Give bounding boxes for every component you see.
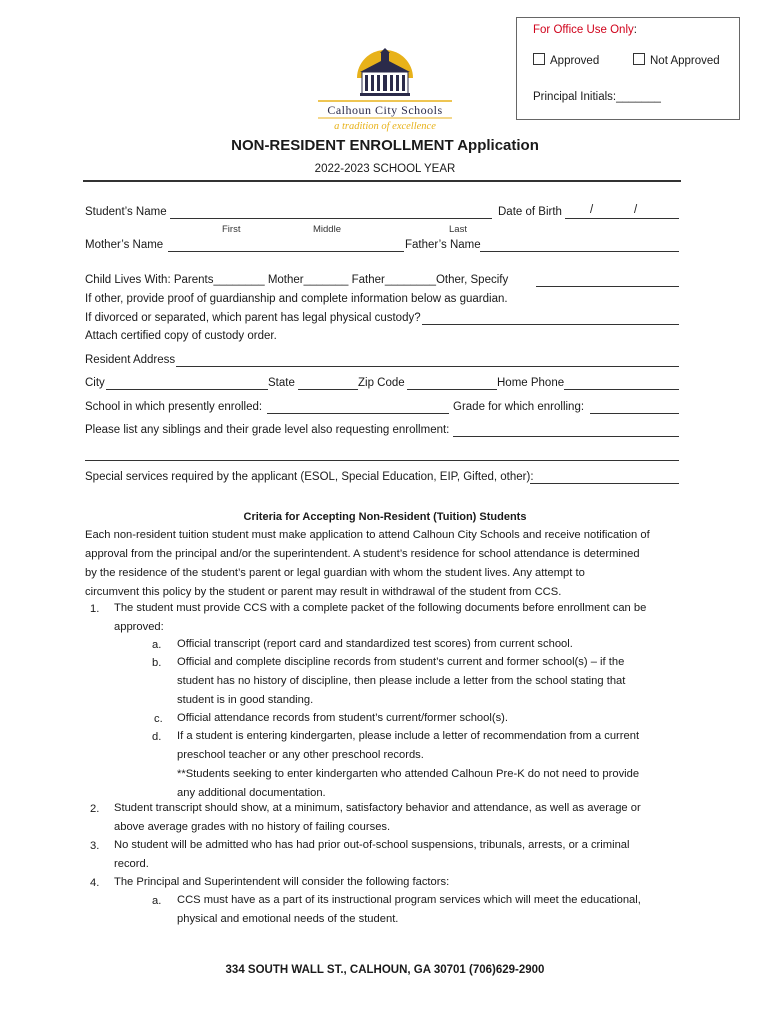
- dob-label: Date of Birth: [498, 206, 562, 218]
- dob-field[interactable]: [565, 218, 679, 219]
- custody-attach-note: Attach certified copy of custody order.: [85, 330, 277, 342]
- criteria-item-1c: Official attendance records from student’s current/former school(s).: [177, 712, 508, 724]
- title-divider: [83, 180, 681, 182]
- text-line: CCS must have as a part of its instructional program services which will meet the educational,: [177, 894, 641, 906]
- grade-field[interactable]: [590, 413, 679, 414]
- criteria-item-2: [114, 799, 641, 837]
- special-services-field[interactable]: [530, 483, 679, 484]
- approved-checkbox[interactable]: [533, 53, 599, 67]
- child-lives-with: Child Lives With: Parents________ Mother_______ Father________Other, Specify: [85, 274, 509, 286]
- list-number: 2.: [90, 803, 100, 815]
- zip-label: Zip Code: [358, 377, 405, 389]
- principal-initials-field[interactable]: Principal Initials:_______: [533, 91, 661, 103]
- criteria-item-4a: [177, 891, 641, 929]
- custody-question: If divorced or separated, which parent has legal physical custody?: [85, 312, 421, 324]
- text-line: Student transcript should show, at a minimum, satisfactory behavior and attendance, as well as average or: [114, 802, 641, 814]
- criteria-intro: [85, 526, 650, 602]
- form-title: NON-RESIDENT ENROLLMENT Application: [231, 137, 539, 154]
- resident-address-label: Resident Address: [85, 354, 176, 366]
- state-field[interactable]: [298, 389, 358, 390]
- criteria-item-3: [114, 836, 630, 874]
- not-approved-label: Not Approved: [650, 55, 720, 67]
- special-services-label: Special services required by the applicant (ESOL, Special Education, EIP, Gifted, other):: [85, 471, 534, 483]
- text-line: Each non-resident tuition student must make application to attend Calhoun City Schools and receive notification of: [85, 529, 650, 541]
- text-line: circumvent this policy by the student or parent may result in withdrawal of the student from CCS.: [85, 586, 562, 598]
- criteria-item-4: The Principal and Superintendent will consider the following factors:: [114, 876, 450, 888]
- text-line: student has no history of discipline, then please include a letter from the school stating that: [177, 675, 626, 687]
- guardianship-note: If other, provide proof of guardianship and complete information below as guardian.: [85, 293, 508, 305]
- text-line: any additional documentation.: [177, 787, 326, 799]
- text-line: approval from the principal and/or the superintendent. A student’s residence for school attendance is determined: [85, 548, 640, 560]
- criteria-item-1a: Official transcript (report card and standardized test scores) from current school.: [177, 638, 573, 650]
- text-line: Official and complete discipline records from student’s current and former school(s) – if the: [177, 656, 625, 668]
- sub-list-letter: d.: [152, 731, 162, 743]
- sub-list-letter: a.: [152, 895, 162, 907]
- student-name-label: Student’s Name: [85, 206, 167, 218]
- criteria-item-1b: [177, 653, 625, 710]
- text-line: student is in good standing.: [177, 694, 314, 706]
- approved-label: Approved: [550, 55, 600, 67]
- last-sublabel: Last: [449, 224, 467, 235]
- siblings-field[interactable]: [453, 436, 679, 437]
- footer-address: 334 SOUTH WALL ST., CALHOUN, GA 30701 (706)629-2900: [225, 964, 545, 976]
- criteria-title: Criteria for Accepting Non-Resident (Tuition) Students: [243, 511, 527, 523]
- sub-list-letter: c.: [154, 713, 163, 725]
- not-approved-checkbox[interactable]: [633, 53, 720, 67]
- city-label: City: [85, 377, 105, 389]
- schoolhouse-logo-icon: [310, 48, 460, 133]
- text-line: If a student is entering kindergarten, please include a letter of recommendation from a current: [177, 730, 640, 742]
- sub-list-letter: a.: [152, 639, 162, 651]
- home-phone-label: Home Phone: [497, 377, 565, 389]
- middle-sublabel: Middle: [313, 224, 341, 235]
- student-name-field[interactable]: [170, 218, 492, 219]
- first-sublabel: First: [222, 224, 241, 235]
- city-field[interactable]: [106, 389, 268, 390]
- school-year: 2022-2023 SCHOOL YEAR: [314, 163, 456, 175]
- list-number: 3.: [90, 840, 100, 852]
- siblings-label: Please list any siblings and their grade level also requesting enrollment:: [85, 424, 450, 436]
- text-line: by the residence of the student’s parent or legal guardian with whom the student lives. Any attempt to: [85, 567, 585, 579]
- resident-address-field[interactable]: [176, 366, 679, 367]
- text-line: **Students seeking to enter kindergarten who attended Calhoun Pre-K do not need to provide: [177, 768, 640, 780]
- home-phone-field[interactable]: [564, 389, 679, 390]
- father-name-field[interactable]: [480, 251, 679, 252]
- list-number: 1.: [90, 603, 100, 615]
- office-use-title: For Office Use Only:: [533, 24, 637, 36]
- list-number: 4.: [90, 877, 100, 889]
- mother-name-label: Mother’s Name: [85, 239, 164, 251]
- text-line: No student will be admitted who has had prior out-of-school suspensions, tribunals, arrests, or a criminal: [114, 839, 630, 851]
- criteria-item-1: [114, 599, 646, 637]
- other-specify-field[interactable]: [536, 286, 679, 287]
- district-logo: [310, 48, 460, 133]
- text-line: above average grades with no history of failing courses.: [114, 821, 391, 833]
- father-name-label: Father’s Name: [405, 239, 481, 251]
- siblings-field-line2[interactable]: [85, 460, 679, 461]
- mother-name-field[interactable]: [168, 251, 404, 252]
- criteria-item-1d: [177, 727, 639, 803]
- sub-list-letter: b.: [152, 657, 162, 669]
- present-school-field[interactable]: [267, 413, 449, 414]
- state-label: State: [268, 377, 295, 389]
- text-line: record.: [114, 858, 149, 870]
- text-line: physical and emotional needs of the student.: [177, 913, 399, 925]
- text-line: approved:: [114, 621, 164, 633]
- logo-name: Calhoun City Schools: [327, 103, 443, 117]
- text-line: The student must provide CCS with a complete packet of the following documents before enrollment can be: [114, 602, 647, 614]
- logo-tagline: a tradition of excellence: [334, 121, 436, 132]
- checkbox-icon[interactable]: [533, 53, 545, 65]
- custody-field[interactable]: [422, 324, 679, 325]
- grade-label: Grade for which enrolling:: [453, 401, 585, 413]
- text-line: preschool teacher or any other preschool records.: [177, 749, 424, 761]
- checkbox-icon[interactable]: [633, 53, 645, 65]
- zip-field[interactable]: [407, 389, 497, 390]
- present-school-label: School in which presently enrolled:: [85, 401, 263, 413]
- dob-separator: /: [590, 204, 594, 216]
- dob-separator: /: [634, 204, 638, 216]
